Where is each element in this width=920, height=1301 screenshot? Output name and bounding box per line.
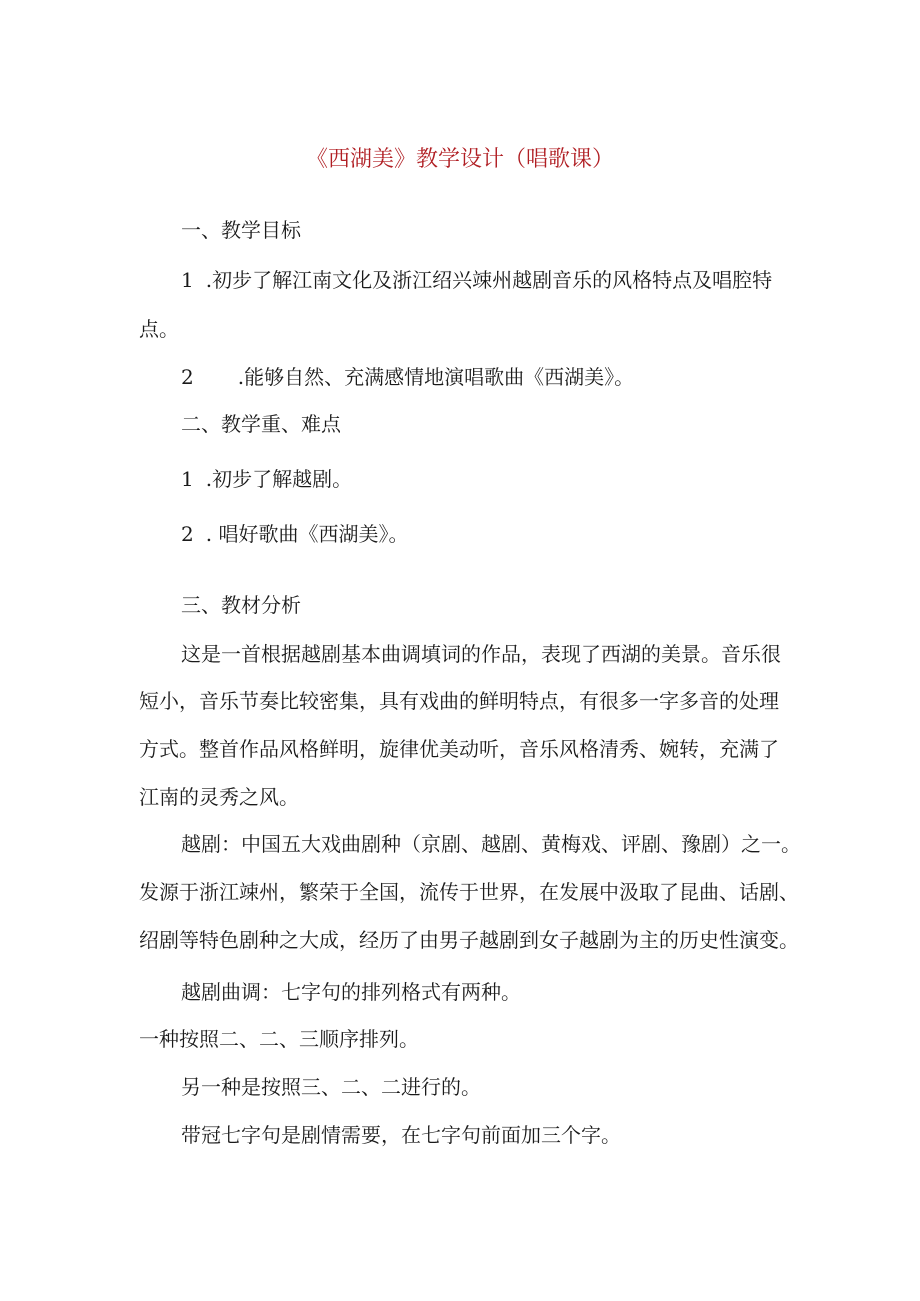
paragraph-4: 一种按照二、二、三顺序排列。 — [139, 1027, 419, 1051]
objective-item-2 — [181, 363, 634, 391]
key-point-item-2-text: . 唱好歌曲《西湖美》。 — [205, 522, 409, 546]
key-point-item-1 — [181, 465, 352, 493]
objective-item-2-number: 2 — [181, 365, 194, 389]
paragraph-1-line-1: 这是一首根据越剧基本曲调填词的作品，表现了西湖的美景。音乐很 — [181, 642, 781, 666]
objective-item-1-number: 1 — [181, 268, 194, 292]
key-point-item-2-number: 2 — [181, 522, 194, 546]
paragraph-1-line-3: 方式。整首作品风格鲜明，旋律优美动听，音乐风格清秀、婉转，充满了 — [139, 737, 779, 761]
key-point-item-1-text: .初步了解越剧。 — [205, 467, 353, 491]
paragraph-6: 带冠七字句是剧情需要，在七字句前面加三个字。 — [181, 1123, 621, 1147]
paragraph-3: 越剧曲调：七字句的排列格式有两种。 — [181, 980, 521, 1004]
objective-item-1-text: .初步了解江南文化及浙江绍兴竦州越剧音乐的风格特点及唱腔特 — [205, 268, 773, 292]
paragraph-2-line-3: 绍剧等特色剧种之大成，经历了由男子越剧到女子越剧为主的历史性演变。 — [139, 928, 799, 952]
section-heading-material-analysis: 三、教材分析 — [181, 593, 301, 617]
section-heading-key-points: 二、教学重、难点 — [181, 412, 341, 436]
paragraph-2-line-2: 发源于浙江竦州，繁荣于全国，流传于世界，在发展中汲取了昆曲、话剧、 — [139, 880, 799, 904]
objective-item-2-text: .能够自然、充满感情地演唱歌曲《西湖美》。 — [237, 365, 635, 389]
document-title: 《西湖美》教学设计（唱歌课） — [305, 147, 614, 172]
paragraph-1-line-2: 短小，音乐节奏比较密集，具有戏曲的鲜明特点，有很多一字多音的处理 — [139, 689, 779, 713]
paragraph-2-line-1: 越剧：中国五大戏曲剧种（京剧、越剧、黄梅戏、评剧、豫剧）之一。 — [181, 832, 801, 856]
section-heading-objectives: 一、教学目标 — [181, 218, 301, 242]
paragraph-1-line-4: 江南的灵秀之风。 — [139, 785, 299, 809]
key-point-item-2 — [181, 520, 408, 548]
key-point-item-1-number: 1 — [181, 467, 194, 491]
objective-item-1 — [181, 266, 772, 294]
objective-item-1-continued: 点。 — [139, 317, 179, 341]
paragraph-5: 另一种是按照三、二、二进行的。 — [181, 1075, 481, 1099]
